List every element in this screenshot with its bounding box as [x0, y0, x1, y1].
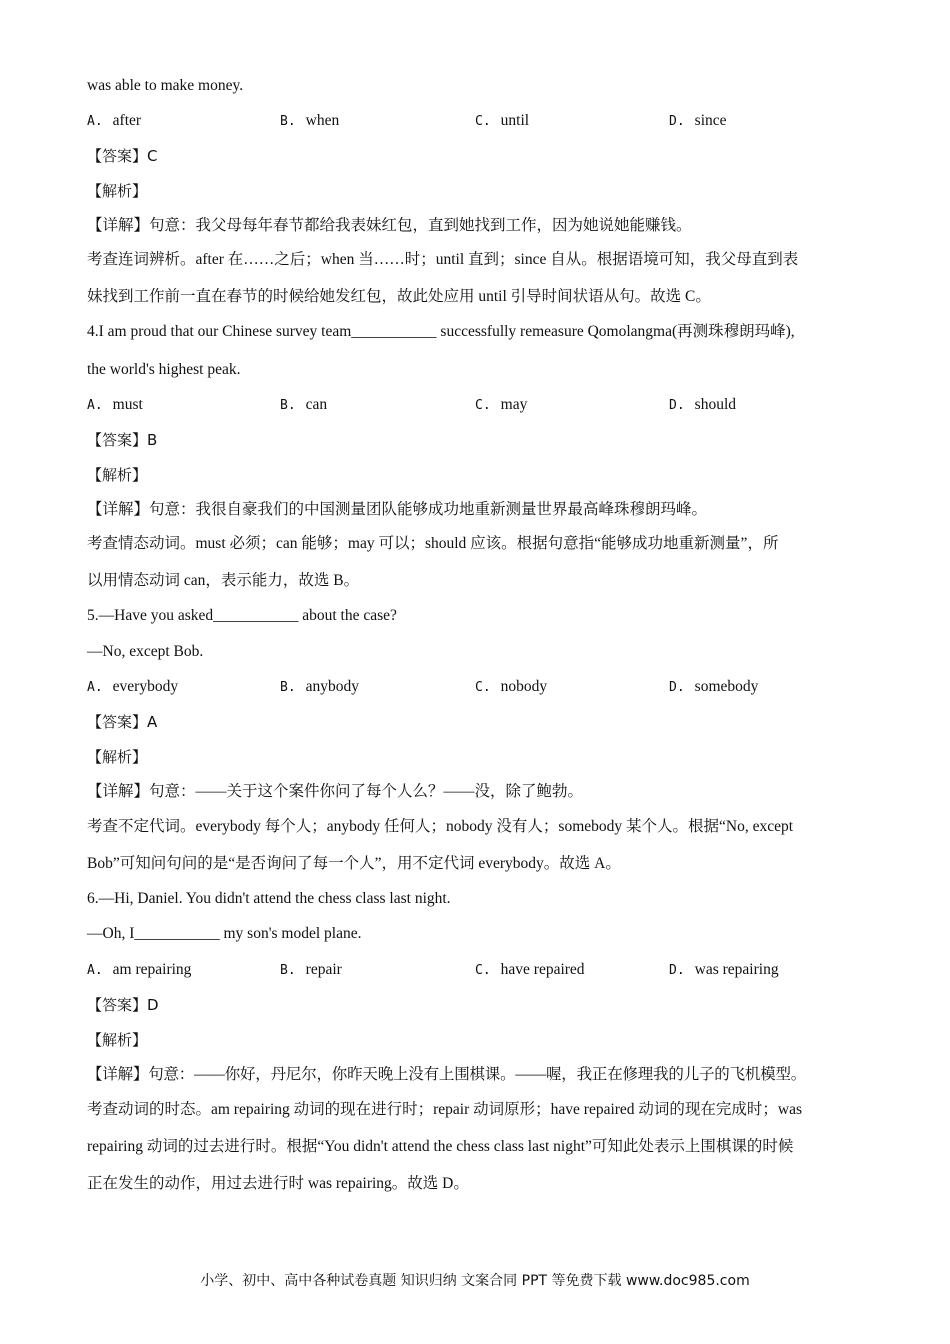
q5-option-c: C. nobody: [475, 678, 548, 695]
q3-option-a: A. after: [87, 112, 142, 129]
q6-answer: 【答案】D: [87, 996, 159, 1014]
q4-option-d: D. should: [669, 396, 736, 413]
q4-detail: 【详解】句意：我很自豪我们的中国测量团队能够成功地重新测量世界最高峰珠穆朗玛峰。: [87, 501, 708, 518]
q6-stem-line-1: 6.—Hi, Daniel. You didn't attend the chess class last night.: [87, 890, 451, 907]
q6-option-d: D. was repairing: [669, 961, 779, 978]
page-footer: 小学、初中、高中各种试卷真题 知识归纳 文案合同 PPT 等免费下载 www.doc985.com: [200, 1273, 750, 1289]
q4-stem-line-1: 4.I am proud that our Chinese survey team___________ successfully remeasure Qomolangma(再测珠穆朗玛峰),: [87, 323, 795, 340]
q6-explain-line-2: repairing 动词的过去进行时。根据“You didn't attend the chess class last night”可知此处表示上围棋课的时候: [87, 1138, 794, 1155]
q3-option-c: C. until: [475, 112, 530, 129]
q4-stem-line-2: the world's highest peak.: [87, 361, 241, 378]
q4-option-b: B. can: [280, 396, 328, 413]
q4-explain-line-1: 考查情态动词。must 必须；can 能够；may 可以；should 应该。根据句意指“能够成功地重新测量”，所: [87, 535, 779, 552]
q5-analysis-label: 【解析】: [87, 748, 148, 766]
q5-option-b: B. anybody: [280, 678, 360, 695]
q4-analysis-label: 【解析】: [87, 466, 148, 484]
q6-option-c: C. have repaired: [475, 961, 585, 978]
q5-detail: 【详解】句意：——关于这个案件你问了每个人么？——没，除了鲍勃。: [87, 783, 584, 800]
q4-answer: 【答案】B: [87, 431, 158, 449]
q3-explain-line-1: 考查连词辨析。after 在……之后；when 当……时；until 直到；since 自从。根据语境可知，我父母直到表: [87, 251, 799, 268]
q4-explain-line-2: 以用情态动词 can，表示能力，故选 B。: [87, 572, 360, 589]
q5-option-d: D. somebody: [669, 678, 759, 695]
q4-option-a: A. must: [87, 396, 143, 413]
q5-explain-line-1: 考查不定代词。everybody 每个人；anybody 任何人；nobody 没有人；somebody 某个人。根据“No, except: [87, 818, 794, 835]
q3-detail: 【详解】句意：我父母每年春节都给我表妹红包，直到她找到工作，因为她说她能赚钱。: [87, 217, 692, 234]
q3-option-b: B. when: [280, 112, 340, 129]
q6-option-a: A. am repairing: [87, 961, 192, 978]
q6-explain-line-3: 正在发生的动作，用过去进行时 was repairing。故选 D。: [87, 1175, 469, 1192]
q6-option-b: B. repair: [280, 961, 342, 978]
q3-stem-tail: was able to make money.: [87, 77, 244, 94]
q3-explain-line-2: 妹找到工作前一直在春节的时候给她发红包，故此处应用 until 引导时间状语从句。故选 C。: [87, 288, 711, 305]
q4-option-c: C. may: [475, 396, 528, 413]
q5-stem-line-1: 5.—Have you asked___________ about the case?: [87, 607, 397, 624]
q6-stem-line-2: —Oh, I___________ my son's model plane.: [87, 925, 362, 942]
q6-detail: 【详解】句意：——你好，丹尼尔，你昨天晚上没有上围棋课。——喔，我正在修理我的儿子的飞机模型。: [87, 1066, 807, 1083]
q3-option-d: D. since: [669, 112, 727, 129]
q6-explain-line-1: 考查动词的时态。am repairing 动词的现在进行时；repair 动词原形；have repaired 动词的现在完成时；was: [87, 1101, 803, 1118]
q5-option-a: A. everybody: [87, 678, 179, 695]
q6-analysis-label: 【解析】: [87, 1031, 148, 1049]
q3-analysis-label: 【解析】: [87, 182, 148, 200]
q3-answer: 【答案】C: [87, 147, 158, 165]
q5-explain-line-2: Bob”可知问句问的是“是否询问了每一个人”，用不定代词 everybody。故选 A。: [87, 855, 621, 872]
q5-stem-line-2: —No, except Bob.: [87, 643, 204, 660]
q5-answer: 【答案】A: [87, 713, 158, 731]
